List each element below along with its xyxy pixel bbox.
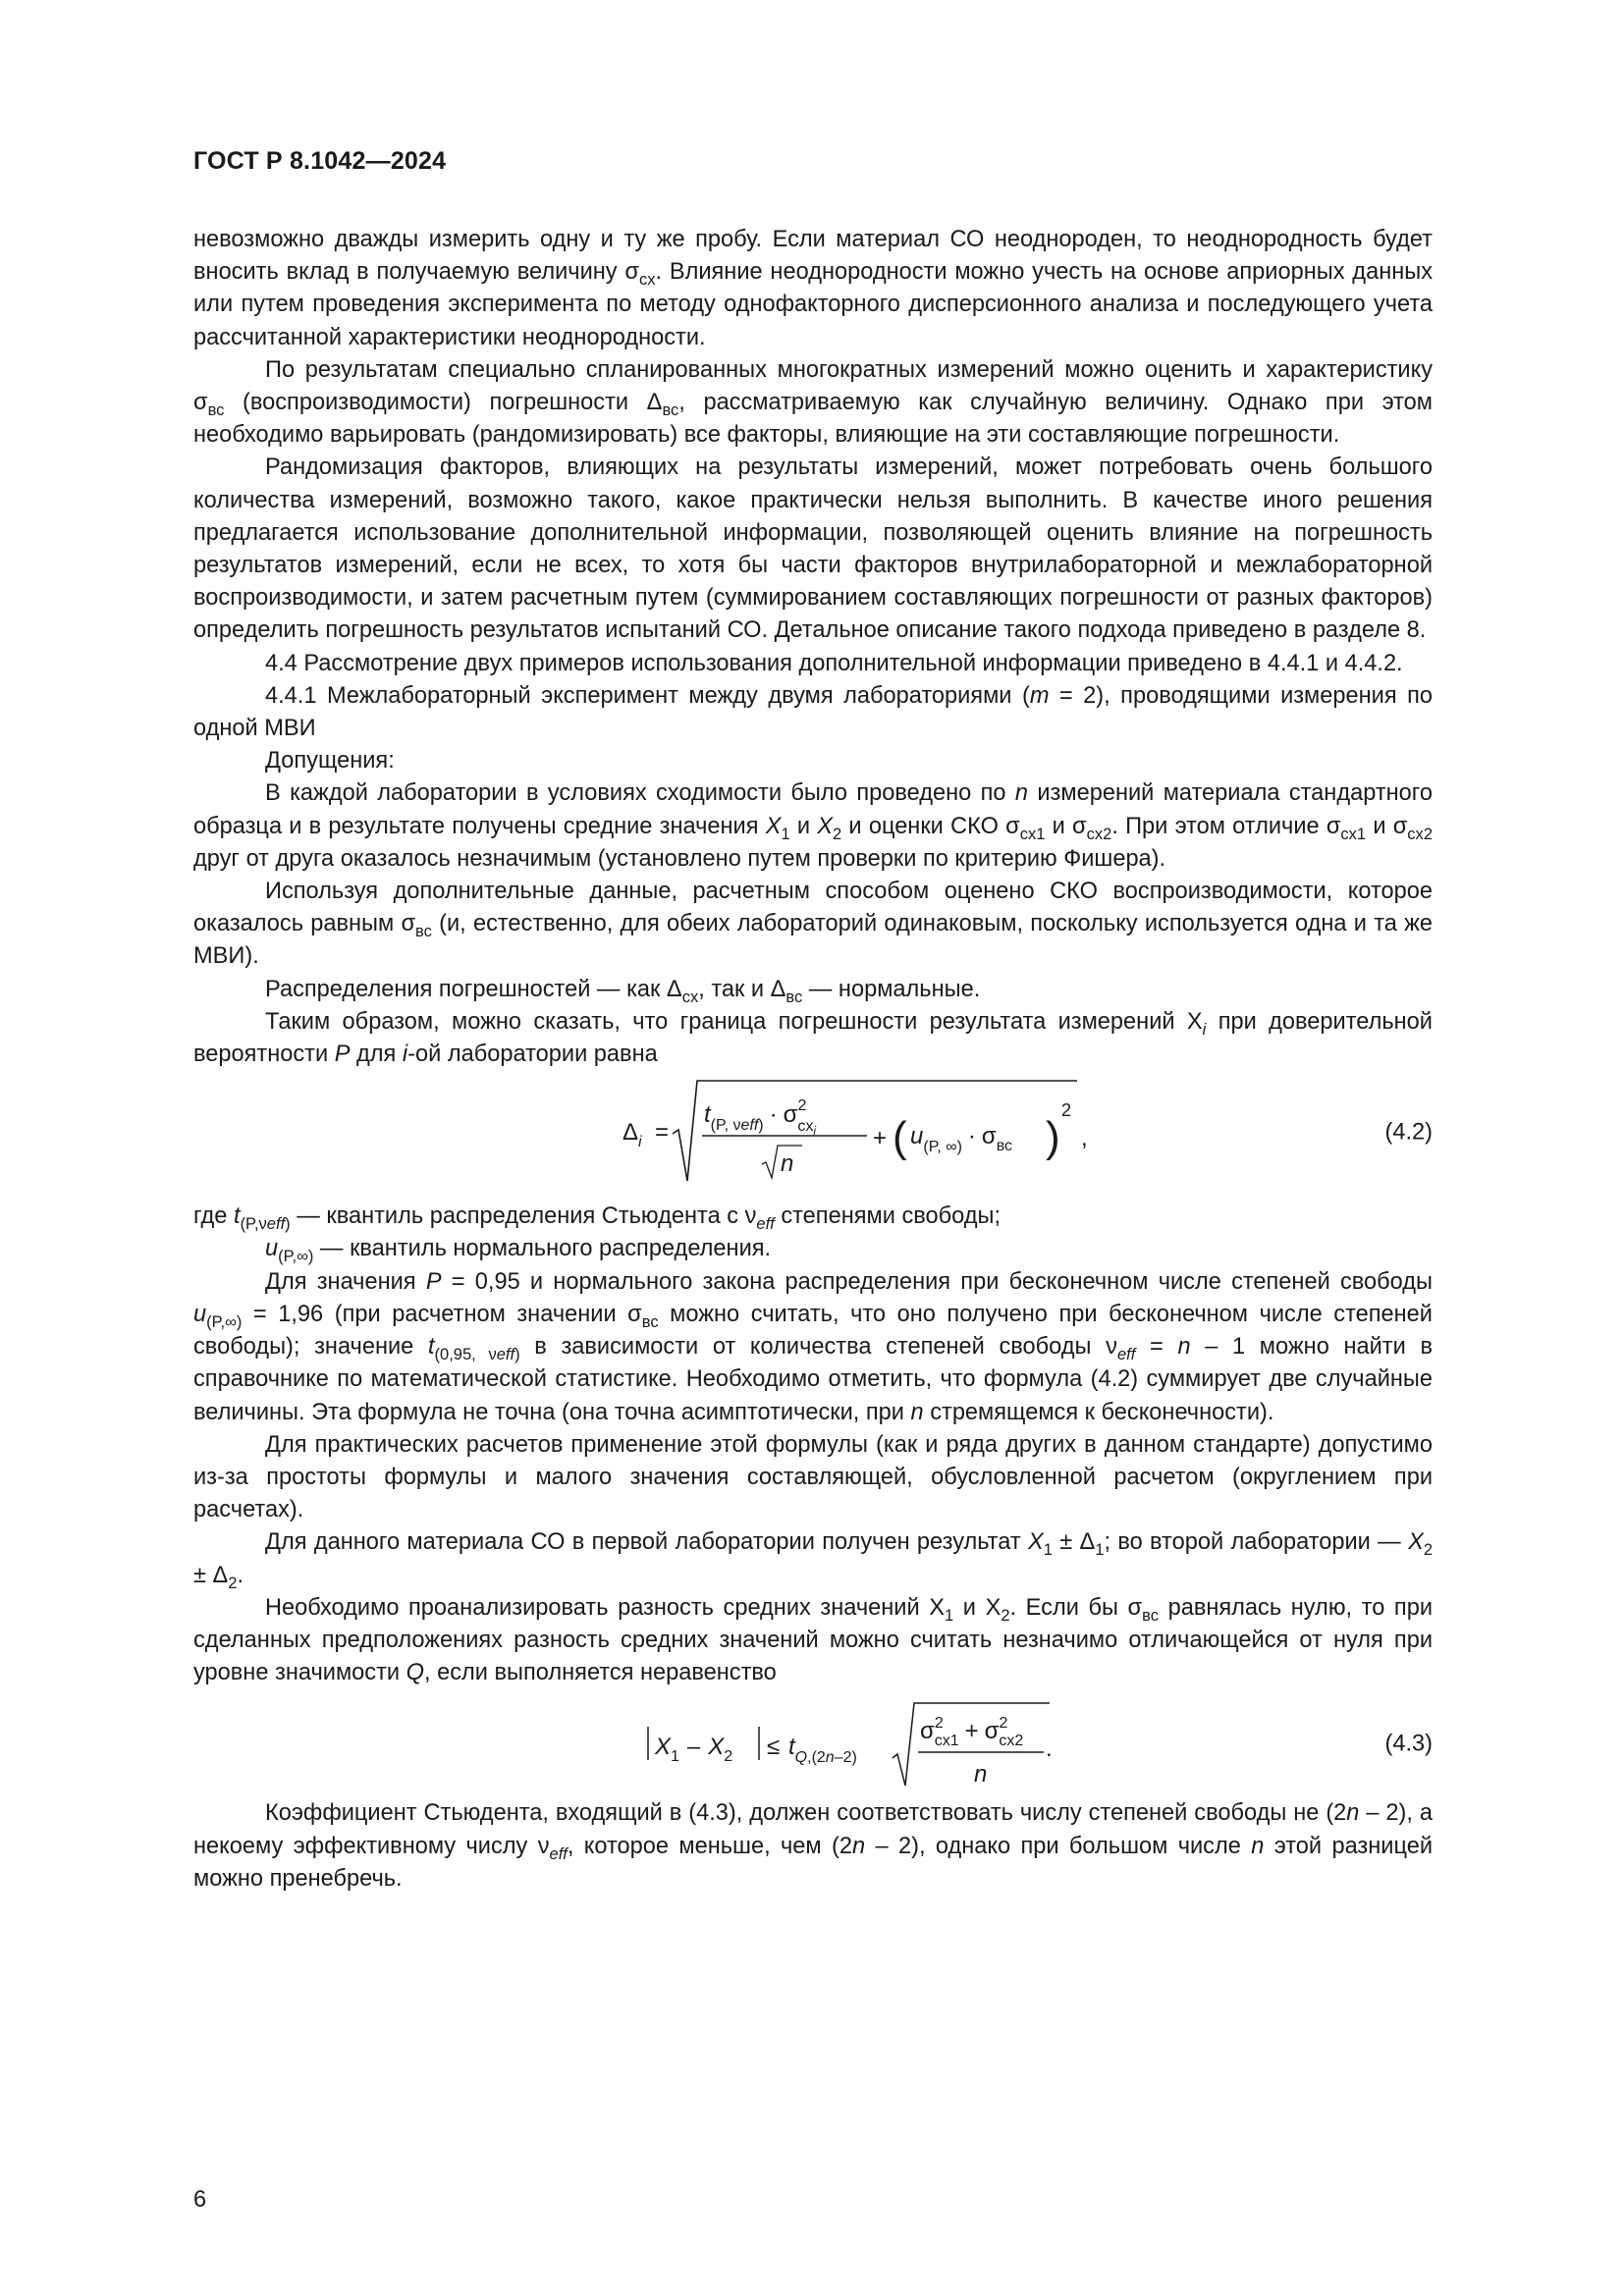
formula-4-2-power: 2 bbox=[1061, 1100, 1072, 1121]
formula-4-3 bbox=[193, 1697, 1433, 1791]
paragraph-heterogeneity: невозможно дважды измерить одну и ту же пробу. Если материал СО неоднороден, то неоднородность будет вносить вклад в получаемую величину $\sigma_{сх}$. Влияние неоднородности можно учесть на основе априорных данных или путем проведения эксперимента по методу однофакторного дисперсионного анализа и последующего учета рассчитанной характеристики неоднородности. bbox=[193, 227, 1434, 350]
paragraph-student-coefficient: Коэффициент Стьюдента, входящий в (4.3), должен соответствовать числу степеней свободы не (2n – 2), а некоему эффективному числу $\nu_{eff}$, которое меньше, чем (2n – 2), однако при большом числе n этой разницей можно пренебречь. bbox=[193, 1800, 1433, 1892]
paragraph-practical: Для практических расчетов применение этой формулы (как и ряда других в данном стандарте) допустимо из-за простоты формулы и малого значения составляющей, обусловленной расчетом (округлением при расчетах). bbox=[193, 1431, 1433, 1523]
formula-4-2-comma: , bbox=[1081, 1125, 1088, 1152]
paragraph-p095: Для значения P = 0,95 и нормального закона распределения при бесконечном числе степеней свободы $u_{(P,\infty)} = 1,96$ (при расчетном значении $\sigma_{вс}$ можно считать, что оно получено при бесконечном числе степеней свободы); значение $t_{(0,95, \nu eff)}$ в зависимости от количества степеней свободы $\nu_{eff} = n - 1$ можно найти в справочнике по математической статистике. Необходимо отметить, что формула (4.2) суммирует две случайные величины. Эта формула не точна (она точна асимптотически, при n стремящемся к бесконечности). bbox=[193, 1268, 1434, 1425]
formula-4-2-plus: + bbox=[873, 1125, 888, 1152]
formula-4-3-difference: $X_1 - X_2$ bbox=[655, 1734, 733, 1766]
paragraph-section-4-4-1: 4.4.1 Межлабораторный эксперимент между двумя лабораториями (m = 2), проводящими измерения по одной МВИ bbox=[193, 682, 1433, 742]
formula-4-2-number: (4.2) bbox=[1384, 1119, 1433, 1146]
formula-4-3-numerator: $\sigma^2$ $сх1 + \sigma^2$ сх2 bbox=[920, 1715, 1024, 1750]
formula-4-2-open-paren: ( bbox=[893, 1113, 907, 1162]
paragraph-where-u: $u_{(P,\infty)}$ — квантиль нормального распределения. bbox=[265, 1236, 772, 1266]
formula-4-3-le: ≤ bbox=[767, 1734, 781, 1761]
formula-4-2-graphic bbox=[193, 1075, 1273, 1191]
formula-4-3-t: $t_Q,(2n-2)$ bbox=[788, 1734, 857, 1767]
formula-4-2-numerator: $t_{(P, \nu eff)} \cdot \sigma^2$ схi bbox=[704, 1097, 817, 1139]
paragraph-assumption-distribution: Распределения погрешностей — как $\Delta_{сх}$, так и $\Delta_{вс}$ — нормальные. bbox=[265, 976, 981, 1006]
formula-4-2-denominator-n: n bbox=[781, 1150, 794, 1178]
page-number: 6 bbox=[193, 2187, 207, 2213]
formula-4-2-close-paren: ) bbox=[1046, 1113, 1060, 1162]
paragraph-reproducibility: По результатам специально спланированных многократных измерений можно оценить и характеристику $\sigma_{вс}$ (воспроизводимости) погрешности $\Delta_{вс}$, рассматриваемую как случайную величину. Однако при этом необходимо варьировать (рандомизировать) все факторы, влияющие на эти составляющие погрешности. bbox=[193, 356, 1433, 449]
paragraph-assumption-reproducibility: Используя дополнительные данные, расчетным способом оценено СКО воспроизводимости, которое оказалось равным $\sigma_{вс}$ (и, естественно, для обеих лабораторий одинаковым, поскольку используется одна и та же МВИ). bbox=[193, 879, 1433, 970]
formula-4-3-denominator: n bbox=[974, 1761, 988, 1789]
paragraph-assumptions-heading: Допущения: bbox=[265, 748, 395, 774]
formula-4-3-number: (4.3) bbox=[1384, 1731, 1433, 1757]
formula-4-3-graphic bbox=[193, 1697, 1273, 1791]
paragraph-assumption-repeatability: В каждой лаборатории в условиях сходимости было проведено по n измерений материала стандартного образца и в результате получены средние значения $X_1$ и $X_2$ и оценки СКО $\sigma_{сх1}$ и $\sigma_{сх2}$. При этом отличие $\sigma_{сх1}$ и $\sigma_{сх2}$ друг от друга оказалось незначимым (установлено путем проверки по критерию Фишера). bbox=[193, 780, 1433, 872]
formula-4-2-lhs: $\Delta_i$ bbox=[623, 1119, 642, 1151]
formula-4-2 bbox=[193, 1075, 1433, 1191]
paragraph-difference: Необходимо проанализировать разность средних значений $X_1$ и $X_2$. Если бы $\sigma_{вс}$ равнялась нулю, то при сделанных предположениях разность средних значений можно считать незначимо отличающейся от нуля при уровне значимости Q, если выполняется неравенство bbox=[193, 1594, 1434, 1686]
document-code-header: ГОСТ Р 8.1042—2024 bbox=[193, 147, 447, 175]
paragraph-where-t: где $t_{(P,\nu eff)}$ — квантиль распределения Стьюдента с $\nu_{eff}$ степенями свободы; bbox=[193, 1203, 1001, 1234]
paragraph-randomization: Рандомизация факторов, влияющих на результаты измерений, может потребовать очень большого количества измерений, возможно такого, какое практически нельзя выполнить. В качестве иного решения предлагается использование дополнительной информации, позволяющей оценить влияние на погрешность результатов измерений, если не всех, то хотя бы части факторов внутрилабораторной и межлабораторной воспроизводимости, и затем расчетным путем (суммированием составляющих погрешности от разных факторов) определить погрешность результатов испытаний СО. Детальное описание такого подхода приведено в разделе 8. bbox=[193, 454, 1433, 644]
paragraph-section-4-4: 4.4 Рассмотрение двух примеров использования дополнительной информации приведено в 4.4.1 и 4.4.2. bbox=[265, 650, 1403, 676]
paragraph-error-bound-intro: Таким образом, можно сказать, что граница погрешности результата измерений $X_i$ при доверительной вероятности P для i-ой лаборатории равна bbox=[193, 1008, 1433, 1068]
paragraph-lab-results: Для данного материала СО в первой лаборатории получен результат $X_1 \pm \Delta_1$; во второй лаборатории — $X_2 \pm \Delta_2$. bbox=[193, 1529, 1434, 1592]
formula-4-2-equals: = bbox=[655, 1119, 670, 1147]
formula-4-3-period: . bbox=[1046, 1735, 1053, 1763]
formula-4-3-radical bbox=[893, 1703, 1050, 1789]
document-body bbox=[193, 224, 1433, 1896]
formula-4-2-u-term: $u_{(P, \infty)} \cdot \sigma_{вс}$ bbox=[910, 1123, 1013, 1156]
